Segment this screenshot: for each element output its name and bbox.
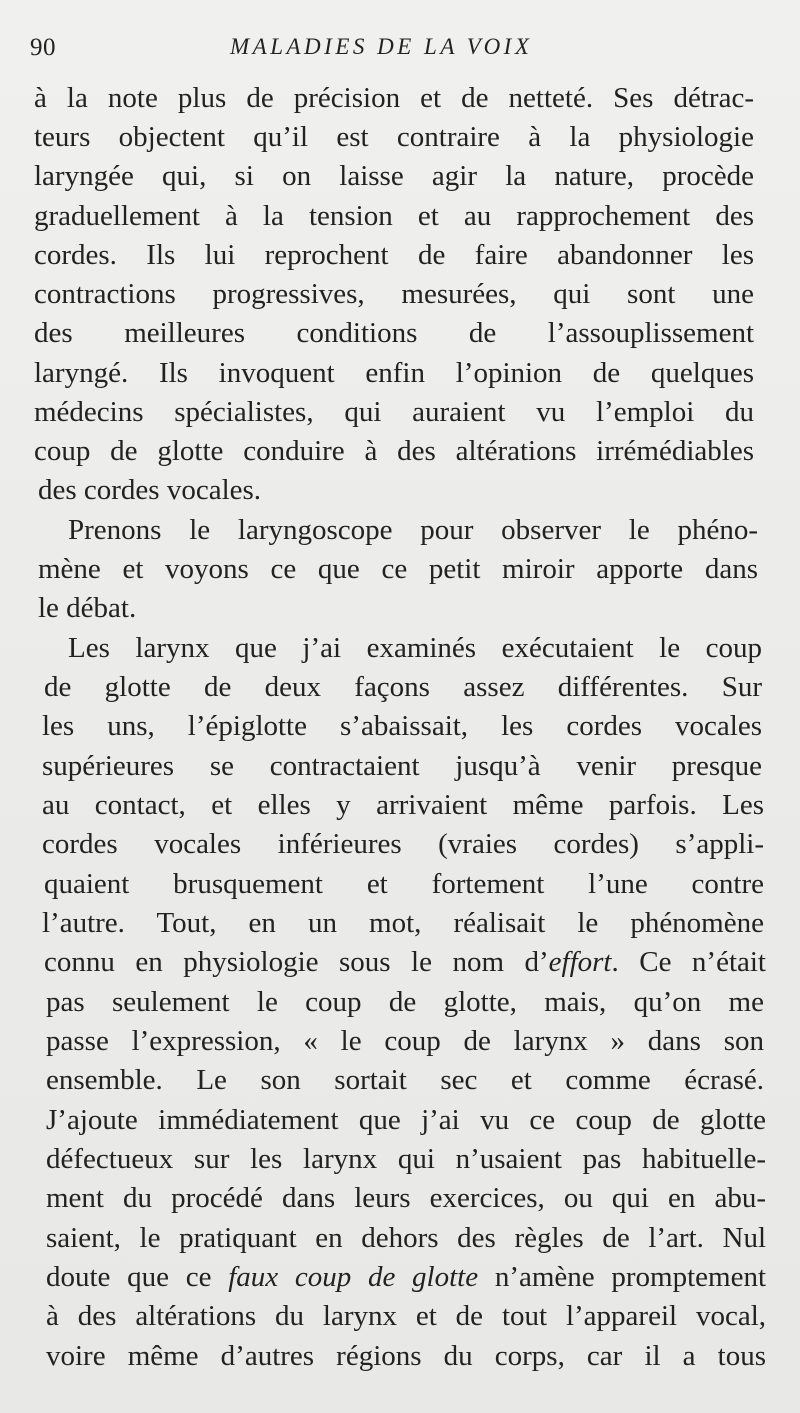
text-line: l’autre. Tout, en un mot, réalisait le phénomène (42, 907, 764, 939)
text-line: teurs objectent qu’il est contraire à la physiologie (34, 121, 754, 153)
text-line: à des altérations du larynx et de tout l’appareil vocal, (46, 1300, 766, 1332)
text-line: le débat. (38, 592, 137, 624)
text-line: J’ajoute immédiatement que j’ai vu ce coup de glotte (46, 1104, 766, 1136)
text-line: graduellement à la tension et au rapprochement des (34, 200, 754, 232)
italic-term: faux coup de glotte (228, 1261, 479, 1293)
text-line: laryngée qui, si on laisse agir la nature, procède (34, 160, 754, 192)
running-title: MALADIES DE LA VOIX (230, 34, 533, 59)
text-segment: . Ce n’était (611, 946, 766, 978)
text-line: à la note plus de précision et de netteté. Ses détrac- (34, 82, 754, 114)
text-line: défectueux sur les larynx qui n’usaient pas habituelle- (46, 1143, 766, 1175)
text-segment: connu en physiologie sous le nom d’ (44, 946, 549, 978)
text-line: cordes. Ils lui reprochent de faire abandonner les (34, 239, 754, 271)
italic-term: effort (548, 946, 612, 978)
text-line: laryngé. Ils invoquent enfin l’opinion de quelques (34, 357, 754, 389)
text-line: des meilleures conditions de l’assouplissement (34, 317, 754, 349)
page-number: 90 (30, 34, 56, 61)
text-line: mène et voyons ce que ce petit miroir apporte dans (38, 553, 758, 585)
text-line: des cordes vocales. (38, 474, 262, 506)
text-line: ensemble. Le son sortait sec et comme écrasé. (46, 1064, 764, 1096)
text-line: quaient brusquement et fortement l’une contre (44, 868, 764, 900)
text-line-with-italic (46, 1259, 766, 1295)
text-line: cordes vocales inférieures (vraies cordes) s’appli- (42, 828, 764, 860)
text-line: contractions progressives, mesurées, qui sont une (34, 278, 754, 310)
text-line: coup de glotte conduire à des altérations irrémédiables (34, 435, 754, 467)
text-line: pas seulement le coup de glotte, mais, qu’on me (46, 986, 764, 1018)
text-line: au contact, et elles y arrivaient même parfois. Les (42, 789, 764, 821)
text-line: Prenons le laryngoscope pour observer le phéno- (68, 514, 758, 546)
text-line: supérieures se contractaient jusqu’à venir presque (42, 750, 762, 782)
text-line: les uns, l’épiglotte s’abaissait, les cordes vocales (42, 710, 762, 742)
text-line: ment du procédé dans leurs exercices, ou qui en abu- (46, 1182, 766, 1214)
text-line: passe l’expression, « le coup de larynx » dans son (46, 1025, 764, 1057)
text-line: saient, le pratiquant en dehors des règles de l’art. Nul (46, 1222, 766, 1254)
text-line: médecins spécialistes, qui auraient vu l’emploi du (34, 396, 754, 428)
text-segment: doute que ce (46, 1261, 229, 1293)
text-segment: n’amène promptement (478, 1261, 767, 1293)
text-line: voire même d’autres régions du corps, car il a tous (46, 1340, 766, 1372)
text-line-with-italic (44, 944, 766, 980)
text-line: Les larynx que j’ai examinés exécutaient le coup (68, 632, 762, 664)
running-head (30, 34, 760, 74)
text-line: de glotte de deux façons assez différentes. Sur (44, 671, 762, 703)
